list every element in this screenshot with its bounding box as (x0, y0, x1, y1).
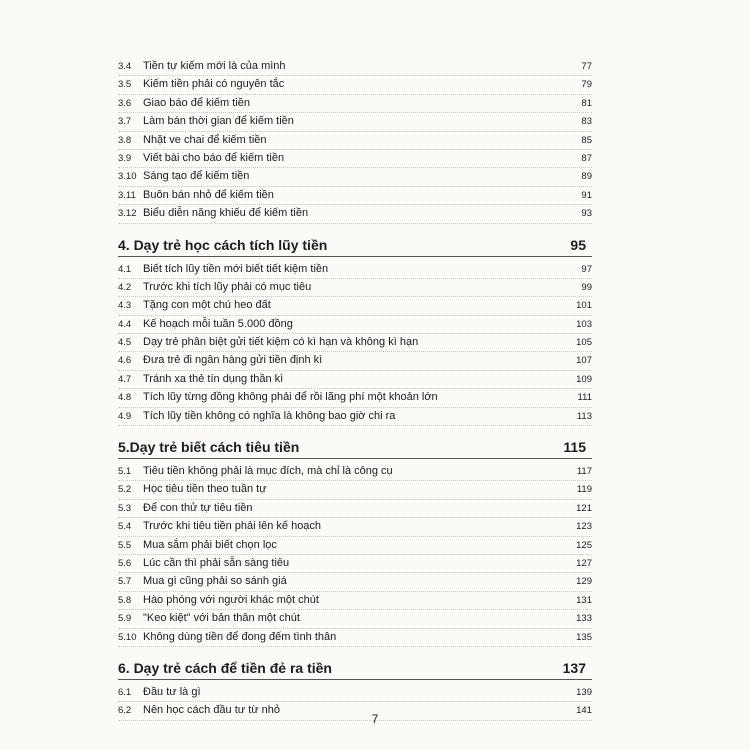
entry-title: "Keo kiệt" với bản thân một chút (143, 612, 300, 625)
entry-number: 4.3 (118, 300, 132, 312)
entry-title: Đầu tư là gì (143, 685, 201, 698)
chapter-heading (118, 436, 592, 459)
toc-entry (118, 297, 592, 315)
toc-entry (118, 334, 592, 352)
entry-page: 121 (576, 502, 592, 514)
entry-number: 3.9 (118, 152, 132, 164)
entry-page: 125 (576, 539, 592, 551)
entry-title: Tiền tự kiếm mới là của mình (143, 60, 286, 72)
entry-page: 109 (576, 373, 592, 385)
toc-entry (118, 352, 592, 370)
entry-title: Nhặt ve chai để kiếm tiền (143, 133, 267, 146)
entry-number: 5.3 (118, 502, 132, 514)
entry-page: 99 (581, 281, 592, 293)
toc-entry (118, 371, 592, 389)
entry-title: Kế hoạch mỗi tuần 5.000 đồng (143, 317, 293, 330)
toc-entry (118, 95, 592, 113)
entry-number: 4.5 (118, 337, 132, 349)
entry-page: 113 (576, 410, 592, 422)
entry-page: 135 (576, 631, 592, 643)
entry-title: Buôn bán nhỏ để kiếm tiền (143, 188, 274, 201)
entry-title: Trước khi tiêu tiền phải lên kế hoạch (143, 520, 322, 533)
entry-number: 3.12 (118, 208, 137, 220)
toc-entry (118, 113, 592, 131)
entry-page: 85 (581, 134, 592, 146)
entry-number: 4.8 (118, 392, 132, 404)
entry-number: 5.4 (118, 521, 132, 533)
entry-title: Mua sắm phải biết chọn lọc (143, 538, 277, 551)
entry-title: Tích lũy từng đồng không phải để rồi lãng phí một khoản lớn (143, 391, 438, 404)
toc-entry (118, 500, 592, 518)
toc-entry (118, 58, 592, 76)
table-of-contents (118, 58, 592, 721)
toc-entry (118, 463, 592, 481)
chapter-heading (118, 234, 592, 257)
entry-title: Làm bán thời gian để kiếm tiền (143, 115, 294, 128)
entry-title: Dạy trẻ phân biệt gửi tiết kiệm có kì hạn và không kì hạn (143, 336, 419, 349)
entry-number: 5.9 (118, 613, 132, 625)
toc-entry (118, 261, 592, 279)
toc-entry (118, 684, 592, 702)
toc-entry (118, 573, 592, 591)
toc-entry (118, 518, 592, 536)
entry-number: 5.10 (118, 631, 137, 643)
page-number: 7 (371, 712, 379, 726)
chapter-page: 137 (562, 659, 586, 676)
entry-title: Tặng con một chú heo đất (143, 299, 271, 312)
chapter-page: 115 (563, 439, 586, 456)
entry-page: 131 (576, 594, 592, 606)
toc-entry (118, 279, 592, 297)
entry-number: 4.7 (118, 373, 132, 385)
entry-page: 103 (576, 318, 592, 330)
entry-number: 4.1 (118, 263, 132, 275)
entry-page: 93 (581, 208, 592, 220)
entry-title: Hào phóng với người khác một chút (143, 593, 319, 606)
chapter-page: 95 (570, 236, 586, 253)
chapter-title: 5.Dạy trẻ biết cách tiêu tiền (118, 439, 300, 456)
entry-title: Nên học cách đầu tư từ nhỏ (143, 704, 281, 717)
entry-title: Không dùng tiền để đong đếm tình thân (143, 630, 337, 643)
entry-number: 6.2 (118, 705, 132, 717)
entry-page: 127 (576, 557, 592, 569)
entry-page: 79 (581, 79, 592, 91)
entry-number: 6.1 (118, 686, 132, 698)
toc-entry (118, 187, 592, 205)
toc-entry (118, 592, 592, 610)
toc-entry (118, 555, 592, 573)
entry-number: 4.6 (118, 355, 132, 367)
entry-title: Tiêu tiền không phải là mục đích, mà chỉ là công cụ (143, 465, 393, 478)
toc-entry (118, 481, 592, 499)
entry-number: 5.8 (118, 594, 132, 606)
entry-title: Học tiêu tiền theo tuần tự (143, 483, 267, 496)
entry-number: 3.10 (118, 171, 137, 183)
entry-number: 5.1 (118, 466, 132, 478)
toc-entry (118, 316, 592, 334)
entry-page: 87 (581, 152, 592, 164)
entry-page: 111 (577, 392, 592, 404)
entry-page: 97 (581, 263, 592, 275)
entry-title: Lúc cần thì phải sẵn sàng tiêu (143, 556, 290, 569)
entry-number: 4.4 (118, 318, 132, 330)
entry-page: 105 (576, 337, 592, 349)
entry-title: Đưa trẻ đi ngân hàng gửi tiền định kì (143, 354, 323, 367)
chapter-title: 4. Dạy trẻ học cách tích lũy tiền (118, 236, 328, 253)
entry-title: Kiếm tiền phải có nguyên tắc (143, 78, 285, 91)
entry-page: 141 (576, 705, 592, 717)
entry-page: 119 (576, 484, 592, 496)
entry-page: 89 (581, 171, 592, 183)
entry-number: 4.2 (118, 281, 132, 293)
entry-number: 3.5 (118, 79, 132, 91)
entry-title: Sáng tạo để kiếm tiền (143, 170, 250, 183)
toc-entry (118, 610, 592, 628)
entry-page: 123 (576, 521, 592, 533)
entry-page: 129 (576, 576, 592, 588)
chapter-title: 6. Dạy trẻ cách để tiền đẻ ra tiền (118, 659, 332, 676)
toc-entry (118, 537, 592, 555)
toc-entry (118, 205, 592, 223)
entry-title: Giao báo để kiếm tiền (143, 96, 251, 109)
entry-number: 4.9 (118, 410, 132, 422)
entry-number: 3.6 (118, 97, 132, 109)
toc-entry (118, 629, 592, 647)
entry-title: Viết bài cho báo để kiếm tiền (143, 151, 285, 164)
entry-title: Để con thử tự tiêu tiền (143, 501, 253, 514)
toc-entry (118, 168, 592, 186)
toc-entry (118, 408, 592, 426)
entry-page: 81 (581, 97, 592, 109)
entry-page: 91 (581, 189, 592, 201)
entry-number: 5.5 (118, 539, 132, 551)
toc-entry (118, 150, 592, 168)
entry-page: 101 (576, 300, 592, 312)
entry-number: 3.11 (118, 189, 136, 201)
entry-title: Mua gì cũng phải so sánh giá (143, 575, 287, 588)
entry-number: 3.7 (118, 116, 132, 128)
entry-page: 77 (581, 61, 592, 72)
entry-page: 133 (576, 613, 592, 625)
entry-number: 3.4 (118, 61, 132, 72)
entry-title: Biểu diễn năng khiếu để kiếm tiền (143, 207, 309, 220)
entry-page: 83 (581, 116, 592, 128)
entry-title: Tích lũy tiền không có nghĩa là không bao giờ chi ra (143, 409, 396, 422)
entry-number: 5.6 (118, 557, 132, 569)
entry-title: Trước khi tích lũy phải có mục tiêu (143, 280, 312, 293)
entry-page: 117 (576, 466, 592, 478)
entry-number: 5.2 (118, 484, 132, 496)
entry-number: 3.8 (118, 134, 132, 146)
entry-number: 5.7 (118, 576, 132, 588)
toc-entry (118, 389, 592, 407)
entry-page: 139 (576, 686, 592, 698)
chapter-heading (118, 657, 592, 680)
toc-entry (118, 132, 592, 150)
entry-page: 107 (576, 355, 592, 367)
entry-title: Tránh xa thẻ tín dụng thần kì (143, 372, 284, 385)
entry-title: Biết tích lũy tiền mới biết tiết kiệm tiền (143, 262, 329, 275)
toc-entry (118, 76, 592, 94)
